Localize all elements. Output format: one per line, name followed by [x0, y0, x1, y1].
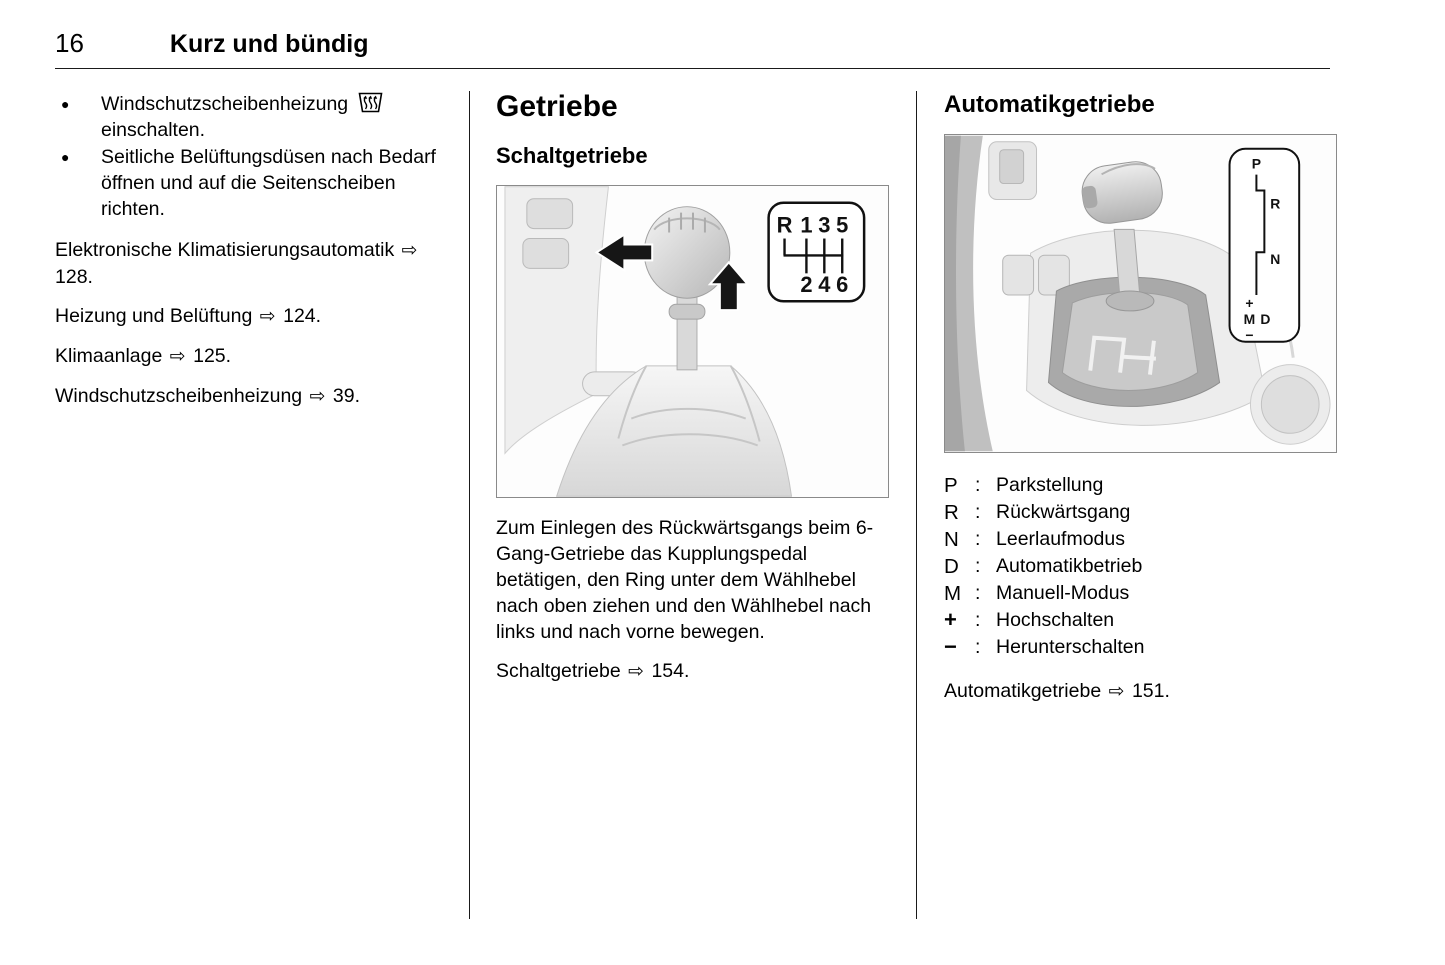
pattern-label: 2 [800, 272, 813, 298]
legend-colon: : [975, 501, 981, 523]
heated-windshield-icon [356, 92, 385, 113]
gear-legend [944, 472, 1337, 661]
reference-page: 124. [283, 305, 322, 327]
pattern-label: R [776, 212, 793, 238]
chapter-title: Kurz und bündig [169, 30, 369, 58]
left-column [55, 91, 469, 919]
bullet-marker: ● [61, 149, 70, 165]
legend-colon: : [975, 555, 981, 577]
legend-row [944, 634, 1337, 661]
pattern-label: 3 [818, 212, 831, 238]
legend-desc: Automatikbetrieb [996, 555, 1143, 577]
page-reference [496, 658, 890, 685]
pattern-label: 1 [800, 212, 813, 238]
pattern-label: 6 [836, 272, 849, 298]
selector-gate-diagram [1230, 149, 1300, 343]
page-reference [55, 343, 451, 370]
reference-page: 128. [55, 266, 93, 288]
page-reference [55, 237, 451, 290]
reference-arrow-icon: ⇨ [309, 386, 326, 407]
bullet-list [55, 91, 451, 222]
legend-row [944, 526, 1337, 553]
legend-row [944, 472, 1337, 499]
subsection-title: Schaltgetriebe [496, 143, 648, 168]
legend-desc: Leerlaufmodus [996, 528, 1125, 550]
legend-desc: Hochschalten [996, 609, 1115, 631]
shift-pattern-diagram [769, 203, 865, 301]
gate-label-park: P [1251, 155, 1262, 172]
legend-row [944, 607, 1337, 634]
legend-row [944, 553, 1337, 580]
reference-arrow-icon: ⇨ [401, 240, 418, 261]
bullet-item [55, 144, 451, 222]
reference-arrow-icon: ⇨ [628, 661, 645, 682]
bullet-marker: ● [61, 96, 70, 112]
automatic-gearshift-figure [944, 134, 1337, 453]
reference-label: Klimaanlage [55, 345, 163, 367]
legend-row [944, 499, 1337, 526]
legend-colon: : [975, 582, 981, 604]
middle-column [470, 91, 916, 919]
reverse-ring [669, 304, 705, 319]
pattern-label: 4 [818, 272, 831, 298]
bullet-text-part: Windschutzscheibenheizung [101, 93, 349, 115]
bullet-text [101, 91, 451, 143]
legend-desc: Rückwärtsgang [996, 501, 1131, 523]
body-paragraph: Zum Einlegen des Rückwärtsgangs beim 6-Gang-Getriebe das Kupplungspedal betätigen, den Ring unter dem Wählhebel nach oben ziehen und den Wählhebel nach links und nach vorne bewegen. [496, 517, 874, 643]
page-reference [944, 678, 1337, 705]
legend-key: M [944, 582, 962, 605]
bullet-text-part: einschalten. [101, 119, 206, 141]
gate-label-neutral: N [1270, 251, 1281, 268]
section-title: Automatikgetriebe [944, 91, 1155, 118]
gate-label-manual: M [1243, 310, 1256, 327]
page-reference [55, 303, 451, 330]
reference-label: Automatikgetriebe [944, 680, 1102, 702]
page-reference [55, 383, 451, 410]
reference-page: 151. [1131, 680, 1170, 702]
reference-page: 39. [332, 385, 361, 407]
gate-label-drive: D [1260, 310, 1271, 327]
reference-page: 125. [193, 345, 232, 367]
legend-desc: Parkstellung [996, 474, 1104, 496]
manual-gearshift-figure [496, 185, 889, 498]
legend-key: R [944, 501, 959, 524]
reference-label: Schaltgetriebe [496, 660, 621, 682]
bullet-text: Seitliche Belüftungsdüsen nach Bedarf öffnen und auf die Seitenscheiben richten. [101, 146, 436, 220]
page-header [0, 0, 1445, 59]
legend-key: D [944, 555, 959, 578]
content-columns [55, 91, 1445, 919]
reference-arrow-icon: ⇨ [259, 306, 276, 327]
gate-label-reverse: R [1270, 195, 1281, 212]
header-rule [55, 68, 1330, 69]
reference-label: Elektronische Klimatisierungsautomatik [55, 239, 395, 261]
reference-label: Windschutzscheibenheizung [55, 385, 303, 407]
legend-colon: : [975, 609, 981, 631]
legend-desc: Manuell-Modus [996, 582, 1130, 604]
legend-key: P [944, 474, 958, 497]
legend-key: − [944, 634, 957, 659]
reference-label: Heizung und Belüftung [55, 305, 253, 327]
section-title: Getriebe [496, 90, 618, 123]
legend-desc: Herunterschalten [996, 636, 1145, 658]
legend-colon: : [975, 474, 981, 496]
manual-gearshift-illustration [497, 186, 888, 497]
reference-arrow-icon: ⇨ [1108, 681, 1125, 702]
legend-colon: : [975, 528, 981, 550]
legend-colon: : [975, 636, 981, 658]
page-number: 16 [55, 28, 84, 58]
pattern-label: 5 [836, 212, 849, 238]
reference-page: 154. [651, 660, 690, 682]
bullet-item [55, 91, 451, 143]
legend-key: N [944, 528, 959, 551]
legend-row [944, 580, 1337, 607]
legend-key: + [944, 607, 957, 632]
right-column [917, 91, 1337, 919]
reference-arrow-icon: ⇨ [169, 346, 186, 367]
automatic-gearshift-illustration [945, 135, 1336, 452]
gate-label-upshift: + [1245, 294, 1254, 311]
gate-label-downshift: − [1245, 326, 1254, 343]
